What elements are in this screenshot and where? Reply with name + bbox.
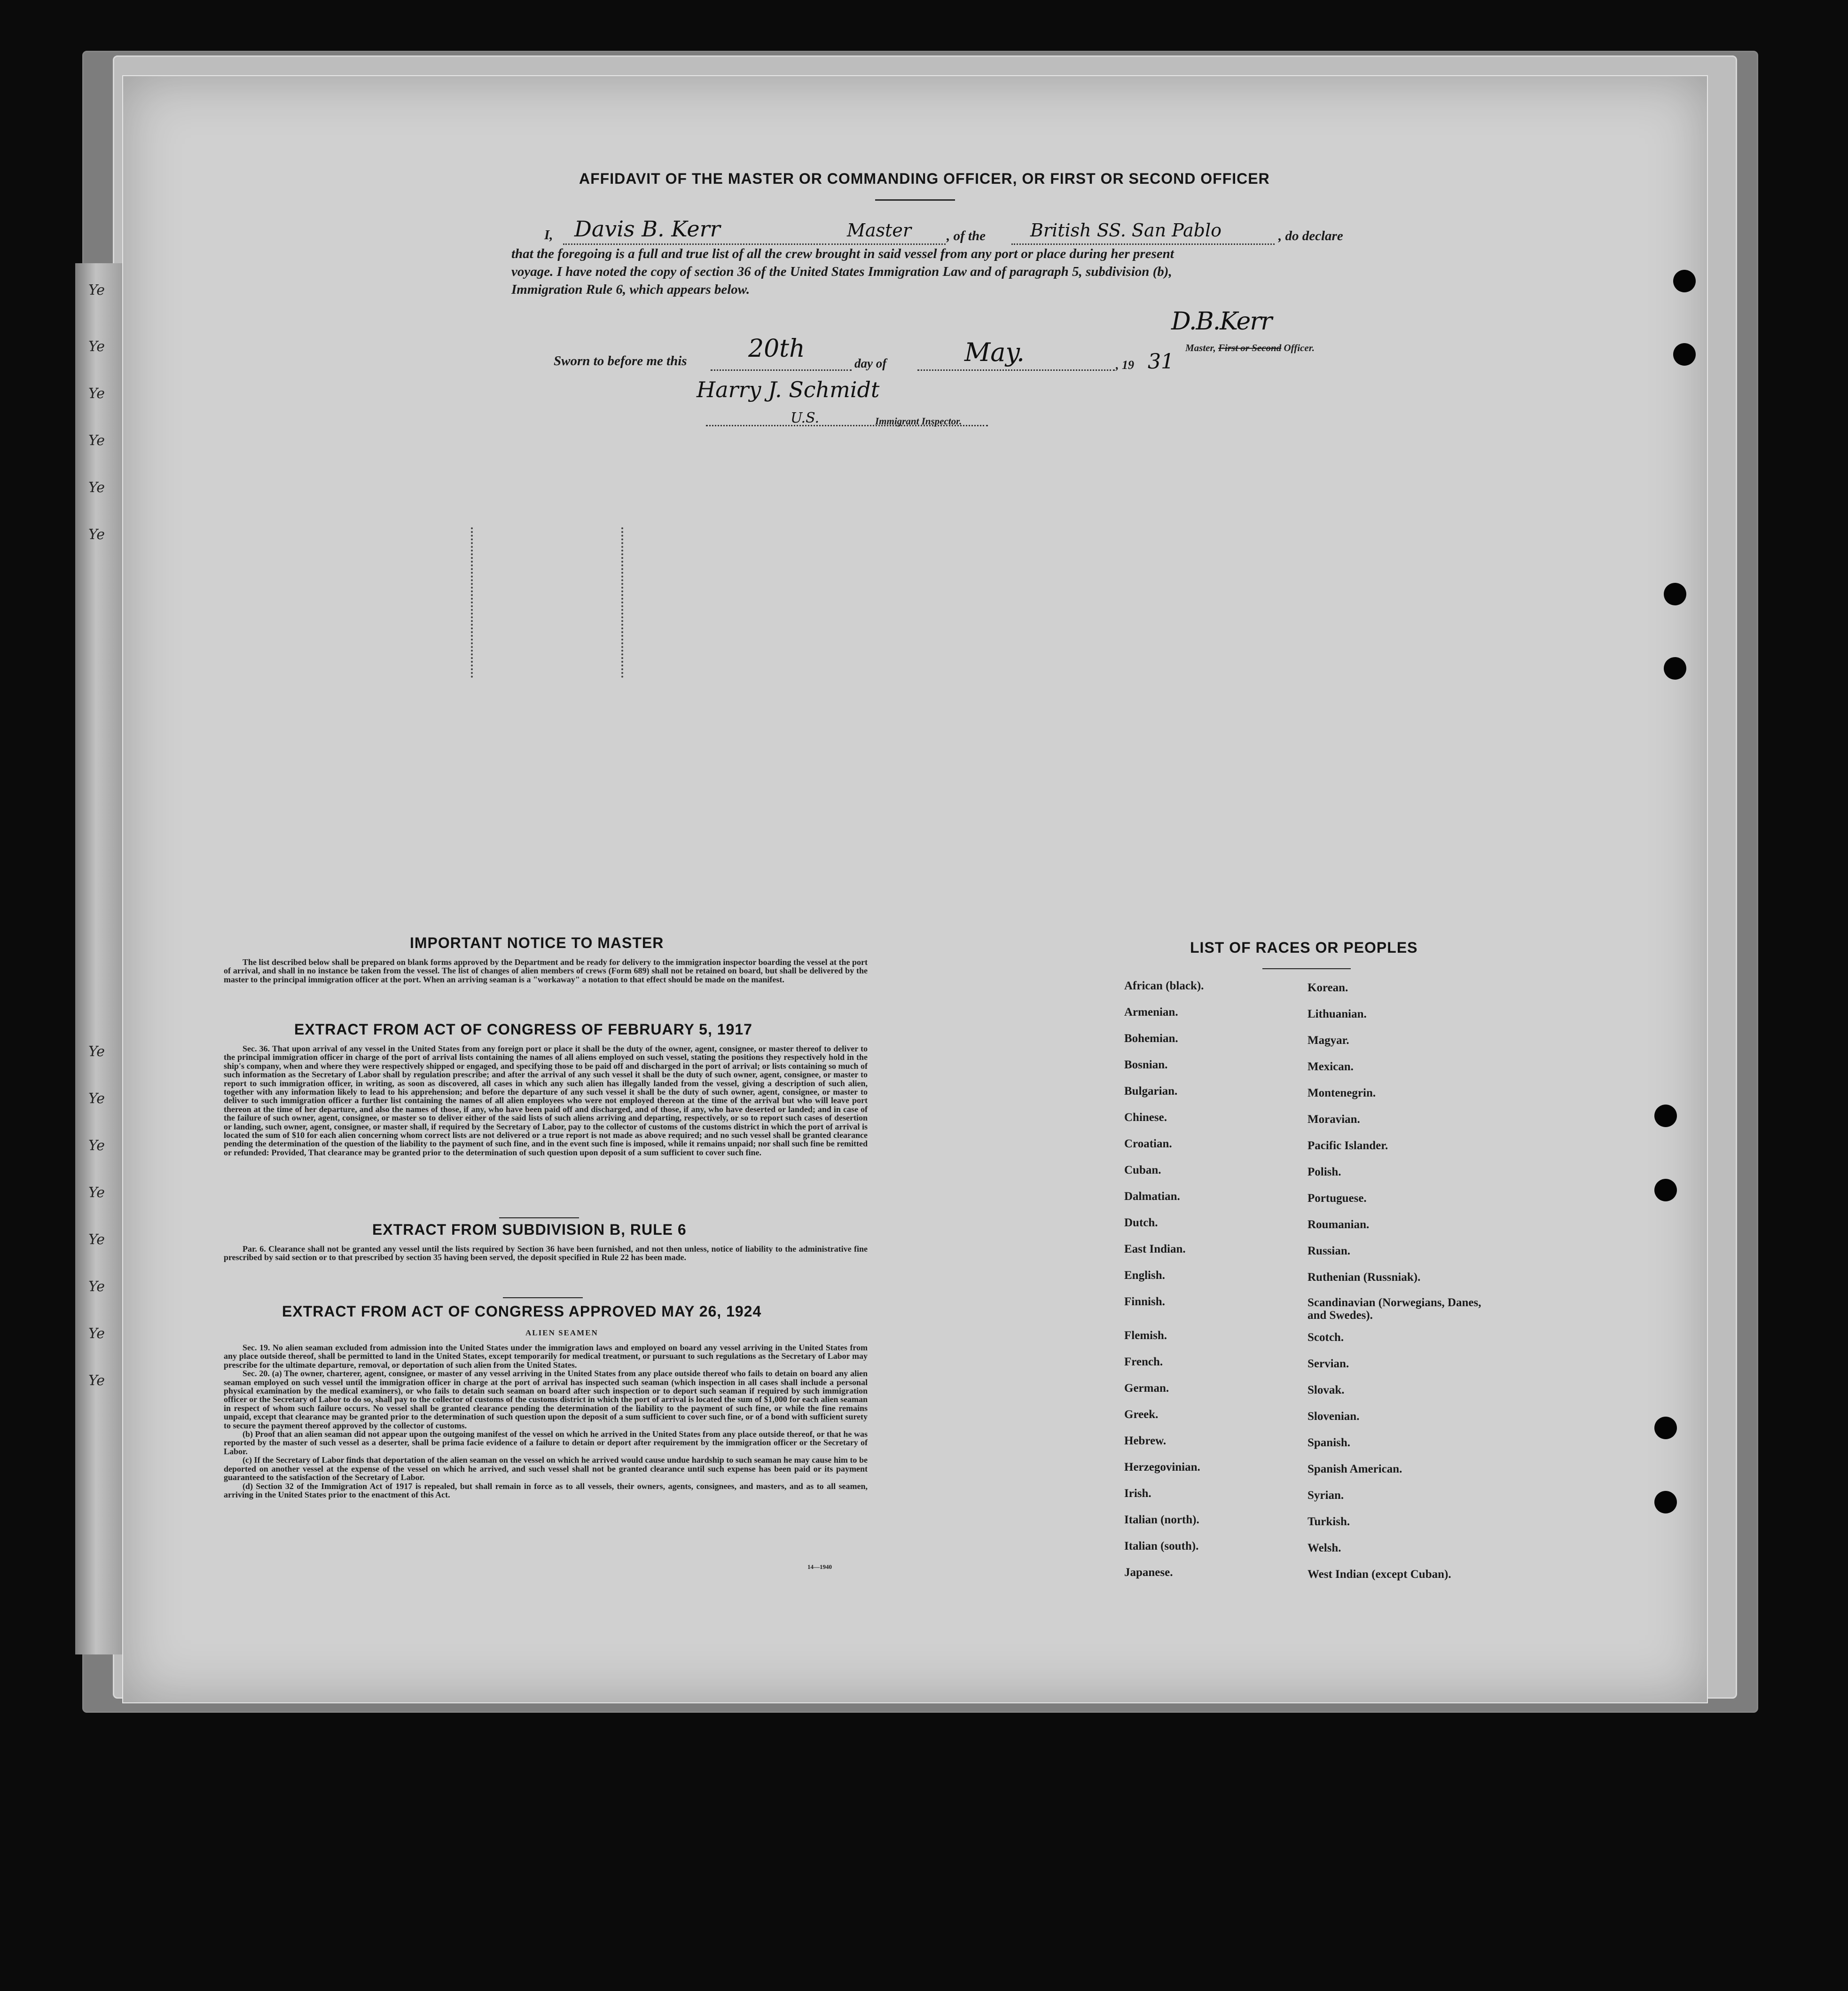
master-caption <box>1185 342 1315 354</box>
extract-1924-subtitle: ALIEN SEAMEN <box>525 1328 598 1337</box>
column-guide <box>621 527 625 678</box>
race-item: Montenegrin. <box>1308 1087 1376 1099</box>
race-item: Finnish. <box>1124 1295 1165 1308</box>
rule6-text: Par. 6. Clearance shall not be granted any vessel until the lists required by Section 36 have been furnished, and not then unless, notice of liability to the administrative fine prescribed by said section or to that prescribed by section 35 having been served, the deposit specified in Rule 22 has been made. <box>224 1244 868 1262</box>
inspector-signature: Harry J. Schmidt <box>697 377 880 402</box>
master-name: Davis B. Kerr <box>574 216 720 242</box>
race-item: Armenian. <box>1124 1006 1178 1019</box>
race-item: Syrian. <box>1308 1489 1344 1502</box>
day-of-label: day of <box>854 356 887 370</box>
race-item: Russian. <box>1308 1245 1351 1257</box>
race-item: Spanish. <box>1308 1436 1351 1449</box>
binder-hole <box>1654 1491 1677 1513</box>
race-item: Mexican. <box>1308 1060 1354 1073</box>
race-item: Bulgarian. <box>1124 1085 1178 1097</box>
affidavit-title: AFFIDAVIT OF THE MASTER OR COMMANDING OFFICER, OR FIRST OR SECOND OFFICER <box>579 170 1270 187</box>
name-line <box>563 243 826 245</box>
race-item: Hebrew. <box>1124 1434 1167 1447</box>
month-line <box>917 369 1115 371</box>
race-item: Cuban. <box>1124 1164 1161 1176</box>
inspector-initials: U.S. <box>791 410 820 426</box>
i-label: I, <box>544 227 553 243</box>
sworn-month: May. <box>964 337 1025 367</box>
extract-1924-title: EXTRACT FROM ACT OF CONGRESS APPROVED MAY 26, 1924 <box>282 1303 762 1320</box>
master-caption-struck: First or Second <box>1218 342 1282 353</box>
race-item: Greek. <box>1124 1408 1159 1421</box>
rank-line <box>828 243 946 245</box>
race-item: Portuguese. <box>1308 1192 1367 1205</box>
left-page-edge: Ye Ye Ye Ye Ye Ye Ye Ye Ye Ye Ye Ye Ye Ye <box>75 263 127 1654</box>
extract-1924-body <box>224 1343 868 1499</box>
master-signature: D.B.Kerr <box>1171 307 1272 336</box>
master-rank: Master <box>847 220 911 241</box>
race-item: Herzegovinian. <box>1124 1461 1200 1474</box>
race-item: Turkish. <box>1308 1515 1350 1528</box>
extract-1924-sec20d: (d) Section 32 of the Immigration Act of 1917 is repealed, but shall remain in force as to all vessels, their owners, agents, consignees, and masters, and as to all seamen, arriving in the United States prior to the enactment of this Act. <box>224 1481 868 1499</box>
day-line <box>711 369 852 371</box>
binder-hole <box>1673 343 1696 366</box>
race-item: Irish. <box>1124 1487 1151 1500</box>
extract-1917-title: EXTRACT FROM ACT OF CONGRESS OF FEBRUARY 5, 1917 <box>294 1021 752 1038</box>
rule6-body <box>224 1245 868 1262</box>
binder-hole <box>1673 270 1696 292</box>
extract-1917-text: Sec. 36. That upon arrival of any vessel in the United States from any foreign port or place it shall be the duty of the owner, agent, consignee, or master thereof to deliver to the principal immigration officer in charge of the port of arrival lists containing the names of all aliens employed on such vessel, stating the positions they respectively hold in the ship's company, when and where they were respectively shipped or engaged, and specifying those to be paid off and discharged in the port of arrival; or lists containing so much of such information as the Secretary of Labor shall by regulation prescribe; and after the arrival of any such vessel it shall be the duty of such owner, agent, consignee, or master to report to such immigration officer, in writing, as soon as discovered, all cases in which any such alien has illegally landed from the vessel, giving a description of such alien, together with any information likely to lead to his apprehension; and before the departure of any such vessel it shall be the duty of such owner, agent, consignee, or master to deliver to such immigration officer a further list containing the names of all alien employees who were not employed thereon at the time of the arrival but who will leave port thereon at the time of her departure, and also the names of those, if any, who have been paid off and discharged, and of those, if any, who have deserted or landed; and in case of the failure of such owner, agent, consignee, or master so to deliver either of the said lists of such aliens arriving and departing, respectively, or so to report such cases of desertion or landing, such owner, agent, consignee, or master shall, if required by the Secretary of Labor, pay to the collector of customs of the customs district in which the port of arrival is located the sum of $10 for each alien concerning whom correct lists are not delivered or a true report is not made as above required; and no such vessel shall be granted clearance pending the determination of the question of the liability to the payment of such fine, and in the event such fine is imposed, while it remains unpaid; nor shall such fine be remitted or refunded: Provided, That clearance may be granted prior to the determination of such question upon deposit of a sum sufficient to cover such fine. <box>224 1044 868 1157</box>
sworn-year: 31 <box>1148 350 1174 374</box>
section-rule <box>503 1297 583 1298</box>
race-item: Scotch. <box>1308 1331 1344 1344</box>
extract-1924-sec20a: Sec. 20. (a) The owner, charterer, agent, consignee, or master of any vessel arriving in the United States from any place outside thereof who fails to detain on board any alien seaman employed on such vessel until the immigration officer in charge at the port of arrival has inspected such seaman (which inspection in all cases shall include a personal physical examination by the medical examiners), or who fails to detain such seaman on board after such inspection or to deport such seaman if required by such immigration officer or the Secretary of Labor to do so, shall pay to the collector of customs of the customs district in which the port of arrival is located the sum of $1,000 for each alien seaman in respect of whom such failure occurs. No vessel shall be granted clearance pending the determination of the liability to the payment of such fine, or while the fine remains unpaid, except that clearance may be granted prior to the determination of such question upon the deposit of a sum sufficient to cover such fine, or of a bond with sufficient surety to secure the payment thereof approved by the collector of customs. <box>224 1369 868 1430</box>
race-item: Japanese. <box>1124 1566 1173 1579</box>
extract-1917-body <box>224 1044 868 1157</box>
race-item: English. <box>1124 1269 1165 1282</box>
race-item: Servian. <box>1308 1357 1349 1370</box>
races-rule <box>1262 968 1351 969</box>
races-title: LIST OF RACES OR PEOPLES <box>1190 939 1418 956</box>
race-item: Slovenian. <box>1308 1410 1360 1423</box>
affidavit-line-4: Immigration Rule 6, which appears below. <box>511 282 750 297</box>
vessel-name: British SS. San Pablo <box>1030 220 1222 241</box>
race-item: Dalmatian. <box>1124 1190 1180 1203</box>
form-page <box>122 75 1708 1703</box>
affidavit-line-3: voyage. I have noted the copy of section 36 of the United States Immigration Law and of paragraph 5, subdivision (b), <box>511 264 1172 279</box>
race-item: Italian (south). <box>1124 1540 1199 1552</box>
inspector-caption: Immigrant Inspector. <box>875 415 962 427</box>
column-guide <box>471 527 475 678</box>
race-item: African (black). <box>1124 980 1204 992</box>
affidavit-line-2: that the foregoing is a full and true list of all the crew brought in said vessel from any port or place during her present <box>511 246 1174 261</box>
extract-1924-sec20b: (b) Proof that an alien seaman did not appear upon the outgoing manifest of the vessel on which he arrived in the United States from any place outside thereof, or that he was reported by the master of such vessel as a deserter, shall be prima facie evidence of a failure to detain or deport after requirement by the immigration officer or the Secretary of Labor. <box>224 1429 868 1456</box>
race-item: Slovak. <box>1308 1384 1345 1396</box>
race-item: Bosnian. <box>1124 1058 1168 1071</box>
race-item: French. <box>1124 1356 1163 1368</box>
form-number: 14—1940 <box>807 1563 832 1570</box>
binder-hole <box>1664 657 1686 680</box>
of-the-label: , of the <box>947 228 986 243</box>
race-item: Ruthenian (Russniak). <box>1308 1271 1421 1284</box>
master-caption-officer: Officer. <box>1284 342 1315 353</box>
notice-title: IMPORTANT NOTICE TO MASTER <box>410 934 664 951</box>
race-item: Korean. <box>1308 981 1348 994</box>
race-item: East Indian. <box>1124 1243 1186 1255</box>
do-declare-label: , do declare <box>1278 228 1343 243</box>
binder-hole <box>1654 1105 1677 1127</box>
race-item: Roumanian. <box>1308 1218 1370 1231</box>
race-item: Dutch. <box>1124 1216 1158 1229</box>
sworn-label: Sworn to before me this <box>554 353 687 368</box>
race-item: Moravian. <box>1308 1113 1360 1126</box>
year-prefix: , 19 <box>1116 358 1134 372</box>
race-item: Polish. <box>1308 1166 1341 1178</box>
rule6-title: EXTRACT FROM SUBDIVISION B, RULE 6 <box>372 1221 687 1238</box>
race-item: Scandinavian (Norwegians, Danes, and Swedes). <box>1308 1296 1481 1322</box>
title-rule <box>875 199 955 201</box>
extract-1924-sec19: Sec. 19. No alien seaman excluded from admission into the United States under the immigration laws and employed on board any vessel arriving in the United States from any place outside thereof, shall be permitted to land in the United States, except temporarily for medical treatment, or pursuant to such regulations as the Secretary of Labor may prescribe for the ultimate departure, removal, or deportation of such alien from the United States. <box>224 1343 868 1370</box>
race-item: Welsh. <box>1308 1542 1341 1554</box>
vessel-line <box>1011 243 1275 245</box>
notice-body <box>224 958 868 984</box>
binder-hole <box>1664 583 1686 605</box>
race-item: Flemish. <box>1124 1329 1167 1342</box>
race-item: Spanish American. <box>1308 1463 1402 1475</box>
race-item: Lithuanian. <box>1308 1008 1367 1020</box>
section-rule <box>499 1217 579 1218</box>
sworn-day: 20th <box>748 335 805 363</box>
race-item: West Indian (except Cuban). <box>1308 1568 1451 1581</box>
notice-text: The list described below shall be prepared on blank forms approved by the Department and be ready for delivery to the immigration inspector boarding the vessel at the port of arrival, and shall in no instance be taken from the vessel. The list of changes of alien members of crews (Form 689) shall not be retained on board, but shall be delivered by the master to the principal immigration officer at the port. When an arriving seaman is a "workaway" a notation to that effect should be made on the manifest. <box>224 957 868 984</box>
race-item: Italian (north). <box>1124 1513 1199 1526</box>
race-item: Bohemian. <box>1124 1032 1178 1045</box>
race-item: Pacific Islander. <box>1308 1139 1388 1152</box>
race-item: Croatian. <box>1124 1137 1172 1150</box>
extract-1924-sec20c: (c) If the Secretary of Labor finds that deportation of the alien seaman on the vessel on which he arrived would cause undue hardship to such seaman he may cause him to be deported on another vessel at the expense of the vessel on which he arrived, and such vessel shall not be granted clearance until such expense has been paid or its payment guaranteed to the satisfaction of the Secretary of Labor. <box>224 1455 868 1482</box>
race-item: German. <box>1124 1382 1169 1395</box>
race-item: Chinese. <box>1124 1111 1167 1124</box>
binder-hole <box>1654 1417 1677 1439</box>
race-item: Magyar. <box>1308 1034 1349 1047</box>
binder-hole <box>1654 1179 1677 1201</box>
master-caption-master: Master, <box>1185 342 1216 353</box>
